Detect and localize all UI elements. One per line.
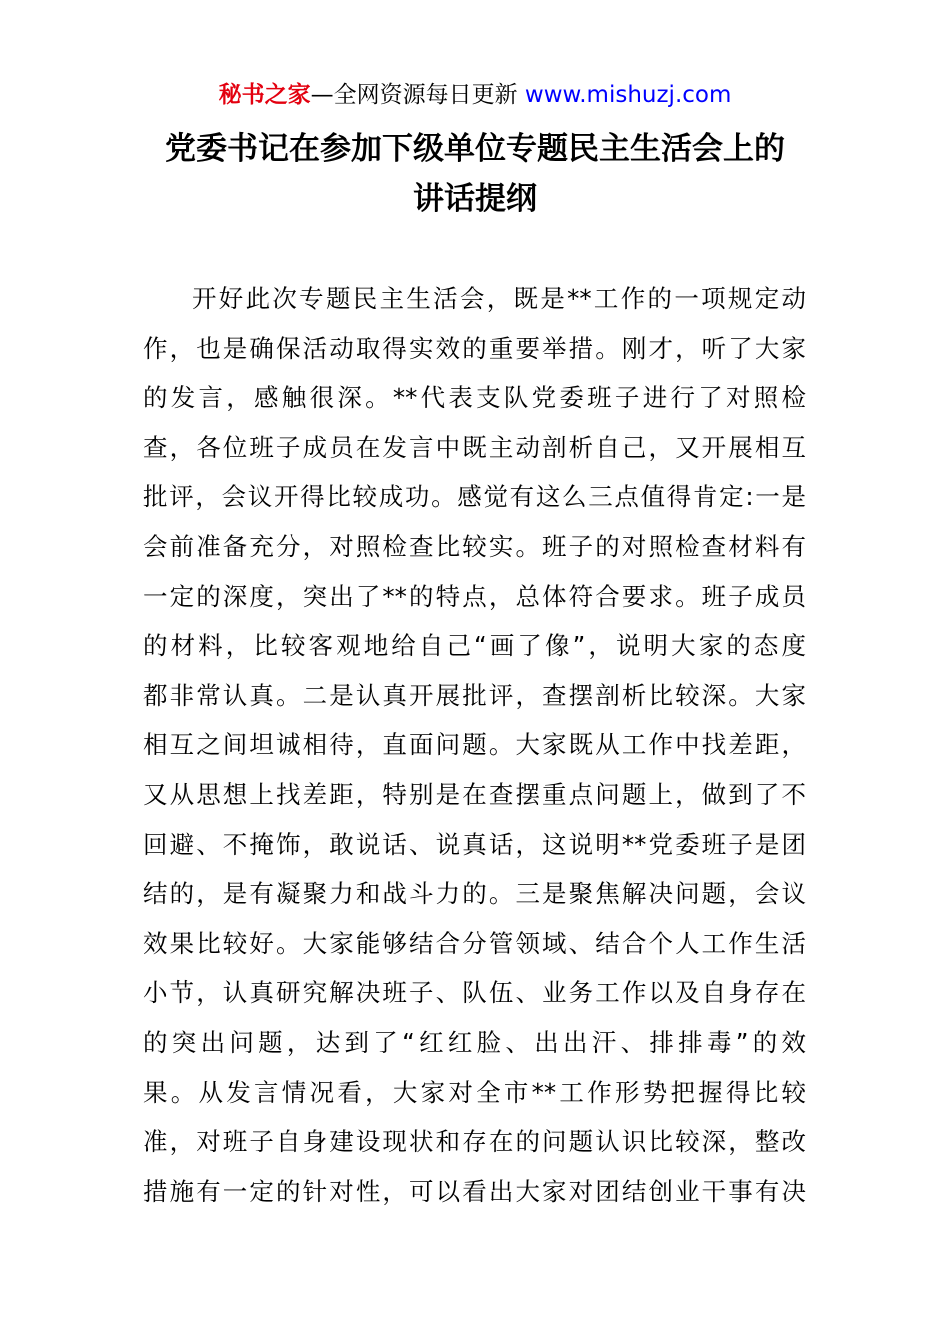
body-line: 都非常认真。二是认真开展批评，查摆剖析比较深。大家 [143, 680, 806, 710]
body-line: 果。从发言情况看，大家对全市**工作形势把握得比较 [143, 1077, 806, 1107]
body-line: 相互之间坦诚相待，直面问题。大家既从工作中找差距， [143, 730, 806, 760]
document-title-line-1: 党委书记在参加下级单位专题民主生活会上的 [165, 131, 785, 167]
site-header [0, 78, 950, 112]
body-line: 小节，认真研究解决班子、队伍、业务工作以及自身存在 [143, 978, 806, 1008]
body-line: 结的，是有凝聚力和战斗力的。三是聚焦解决问题，会议 [143, 879, 806, 909]
brand-name: 秘书之家 [218, 82, 311, 108]
header-tagline: —全网资源每日更新 [310, 82, 525, 108]
body-line: 又从思想上找差距，特别是在查摆重点问题上，做到了不 [143, 779, 806, 809]
body-paragraph [143, 274, 806, 1216]
body-line: 的发言，感触很深。**代表支队党委班子进行了对照检 [143, 383, 806, 413]
body-line: 开好此次专题民主生活会，既是**工作的一项规定动 [192, 284, 806, 313]
body-line: 查，各位班子成员在发言中既主动剖析自己，又开展相互 [143, 432, 806, 462]
body-line: 作，也是确保活动取得实效的重要举措。刚才，听了大家 [143, 333, 806, 363]
body-line: 一定的深度，突出了**的特点，总体符合要求。班子成员 [143, 581, 806, 611]
body-line: 回避、不掩饰，敢说话、说真话，这说明**党委班子是团 [143, 829, 806, 859]
body-line: 措施有一定的针对性，可以看出大家对团结创业干事有决 [143, 1176, 806, 1206]
site-url-link[interactable]: www.mishuzj.com [524, 82, 732, 108]
body-line: 批评，会议开得比较成功。感觉有这么三点值得肯定:一是 [143, 482, 806, 512]
document-title [80, 124, 870, 224]
body-line: 的材料，比较客观地给自己“画了像”，说明大家的态度 [143, 631, 806, 661]
body-line: 效果比较好。大家能够结合分管领域、结合个人工作生活 [143, 928, 806, 958]
body-line: 准，对班子自身建设现状和存在的问题认识比较深，整改 [143, 1127, 806, 1157]
document-title-line-2: 讲话提纲 [413, 181, 537, 217]
body-line: 的突出问题，达到了“红红脸、出出汗、排排毒”的效 [143, 1027, 806, 1057]
body-line: 会前准备充分，对照检查比较实。班子的对照检查材料有 [143, 531, 806, 561]
